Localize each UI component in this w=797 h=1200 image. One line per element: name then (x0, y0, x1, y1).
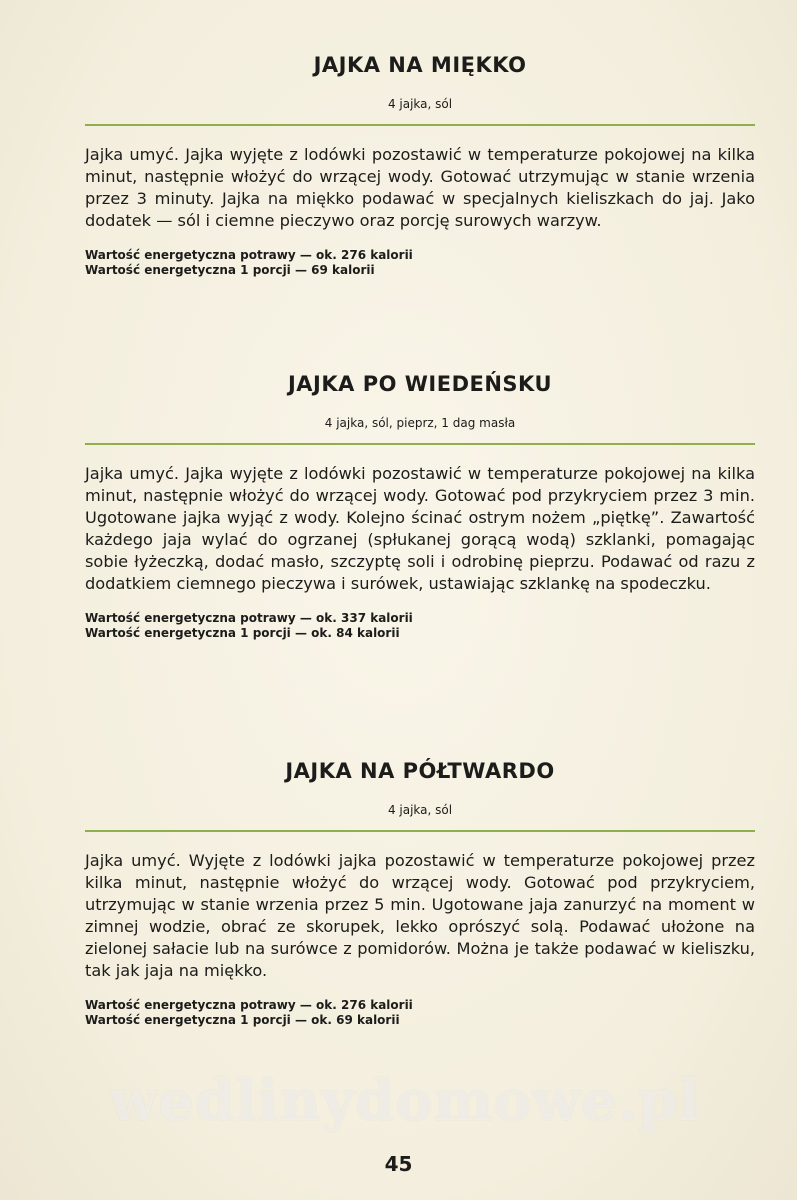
energy-portion: Wartość energetyczna 1 porcji — 69 kalorii (85, 263, 375, 278)
divider-line (85, 443, 755, 445)
recipe-ingredients: 4 jajka, sól, pieprz, 1 dag masła (324, 416, 516, 430)
recipe-title: JAJKA NA PÓŁTWARDO (285, 759, 555, 783)
recipe-jajka-po-wiedensku (85, 371, 755, 641)
recipe-instructions: Jajka umyć. Jajka wyjęte z lodówki pozostawić w temperaturze pokojowej na kilka minut, następnie włożyć do wrzącej wody. Gotować utrzymując w stanie wrzenia przez 3 minuty. Jajka na miękko podawać w specjalnych kieliszkach do jaj. Jako dodatek — sól i ciemne pieczywo oraz porcję surowych warzyw. (85, 145, 755, 230)
energy-portion: Wartość energetyczna 1 porcji — ok. 84 kalorii (85, 626, 400, 641)
energy-info (85, 611, 755, 641)
energy-portion: Wartość energetyczna 1 porcji — ok. 69 kalorii (85, 1013, 400, 1028)
recipe-title: JAJKA NA MIĘKKO (313, 53, 527, 77)
recipe-title: JAJKA PO WIEDEŃSKU (287, 372, 553, 396)
energy-dish: Wartość energetyczna potrawy — ok. 337 kalorii (85, 611, 413, 626)
recipe-jajka-na-miekko (85, 52, 755, 278)
energy-dish: Wartość energetyczna potrawy — ok. 276 kalorii (85, 248, 413, 263)
recipe-instructions: Jajka umyć. Jajka wyjęte z lodówki pozostawić w temperaturze pokojowej na kilka minut, następnie włożyć do wrzącej wody. Gotować pod przykryciem przez 3 min. Ugotowane jajka wyjąć z wody. Kolejno ścinać ostrym nożem „piętkę”. Zawartość każdego jaja wylać do ogrzanej (spłukanej gorącą wodą) szklanki, pomagając sobie łyżeczką, dodać masło, szczyptę soli i odrobinę pieprzu. Podawać od razu z dodatkiem ciemnego pieczywa i surówek, ustawiając szklankę na spodeczku. (85, 464, 755, 593)
divider-line (85, 124, 755, 126)
page-number: 45 (384, 1152, 413, 1176)
energy-dish: Wartość energetyczna potrawy — ok. 276 kalorii (85, 998, 413, 1013)
watermark: wedlinydomowe.pl (109, 1068, 701, 1134)
recipe-ingredients: 4 jajka, sól (387, 97, 453, 111)
energy-info (85, 998, 755, 1028)
recipe-instructions: Jajka umyć. Wyjęte z lodówki jajka pozostawić w temperaturze pokojowej przez kilka minut, następnie włożyć do wrzącej wody. Gotować pod przykryciem, utrzymując w stanie wrzenia przez 5 min. Ugotowane jaja zanurzyć na moment w zimnej wodzie, obrać ze skorupek, lekko oprószyć solą. Podawać ułożone na zielonej sałacie lub na surówce z pomidorów. Można je także podawać w kieliszku, tak jak jaja na miękko. (85, 851, 755, 980)
energy-info (85, 248, 755, 278)
divider-line (85, 830, 755, 832)
recipe-jajka-na-poltwardo (85, 758, 755, 1028)
recipe-ingredients: 4 jajka, sól (387, 803, 453, 817)
